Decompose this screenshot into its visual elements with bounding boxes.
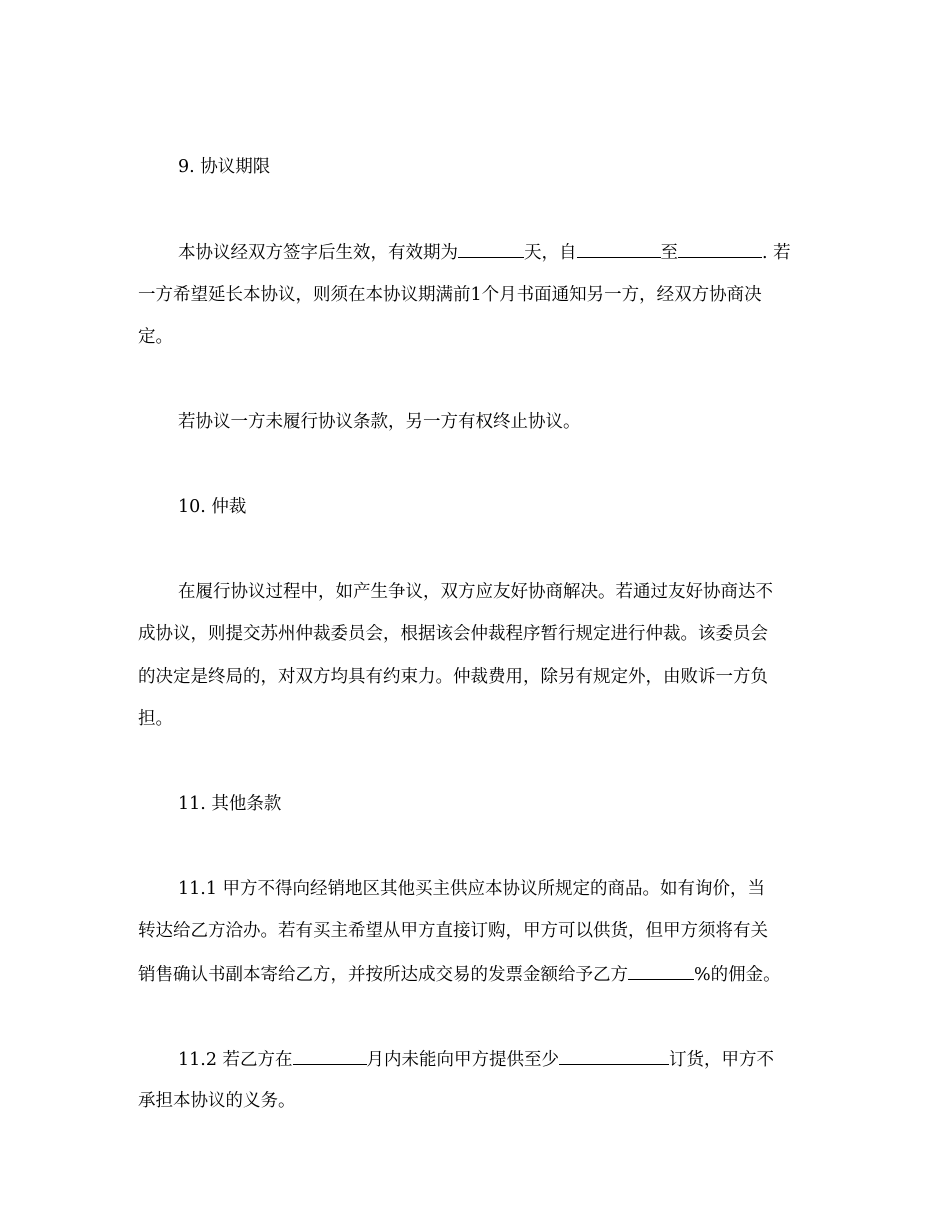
section-9-paragraph-2: 若协议一方未履行协议条款，另一方有权终止协议。	[178, 412, 581, 432]
section-10-paragraph-line-3: 的决定是终局的，对双方均具有约束力。仲裁费用，除另有规定外，由败诉一方负	[138, 667, 768, 687]
text-fragment: 天，自	[524, 243, 577, 263]
section-9-paragraph-1-line-3: 定。	[138, 327, 173, 347]
clause-11-2-line-1	[178, 1046, 858, 1073]
clause-11-1-line-1: 11.1 甲方不得向经销地区其他买主供应本协议所规定的商品。如有询价，当	[178, 879, 766, 899]
section-9-paragraph-1-line-1	[178, 239, 858, 266]
clause-11-1-line-3	[138, 961, 818, 988]
section-10-paragraph-line-4: 担。	[138, 709, 173, 729]
blank-line-start-date	[577, 239, 661, 258]
blank-line-order-amount	[559, 1046, 669, 1065]
text-fragment: 至	[660, 243, 678, 263]
blank-line-months	[293, 1046, 367, 1065]
text-fragment: 本协议经双方签字后生效，有效期为	[178, 243, 458, 263]
text-fragment: . 若	[762, 243, 791, 263]
blank-line-end-date	[678, 239, 762, 258]
section-11-heading: 11. 其他条款	[178, 794, 282, 814]
text-fragment: %的佣金。	[694, 965, 781, 985]
section-9-paragraph-1-line-2: 一方希望延长本协议，则须在本协议期满前1个月书面通知另一方，经双方协商决	[138, 285, 762, 305]
clause-11-1-line-2: 转达给乙方洽办。若有买主希望从甲方直接订购，甲方可以供货，但甲方须将有关	[138, 921, 768, 941]
text-fragment: 11.2 若乙方在	[178, 1050, 293, 1070]
blank-line-days	[458, 239, 524, 258]
section-9-heading: 9. 协议期限	[178, 157, 271, 177]
text-fragment: 销售确认书副本寄给乙方，并按所达成交易的发票金额给予乙方	[138, 965, 628, 985]
section-10-paragraph-line-1: 在履行协议过程中，如产生争议，双方应友好协商解决。若通过友好协商达不	[178, 582, 773, 602]
text-fragment: 订货，甲方不	[669, 1050, 775, 1070]
text-fragment: 月内未能向甲方提供至少	[366, 1050, 560, 1070]
section-10-heading: 10. 仲裁	[178, 497, 247, 517]
clause-11-2-line-2: 承担本协议的义务。	[138, 1091, 296, 1111]
section-10-paragraph-line-2: 成协议，则提交苏州仲裁委员会，根据该会仲裁程序暂行规定进行仲裁。该委员会	[138, 624, 768, 644]
blank-line-commission	[628, 961, 694, 980]
